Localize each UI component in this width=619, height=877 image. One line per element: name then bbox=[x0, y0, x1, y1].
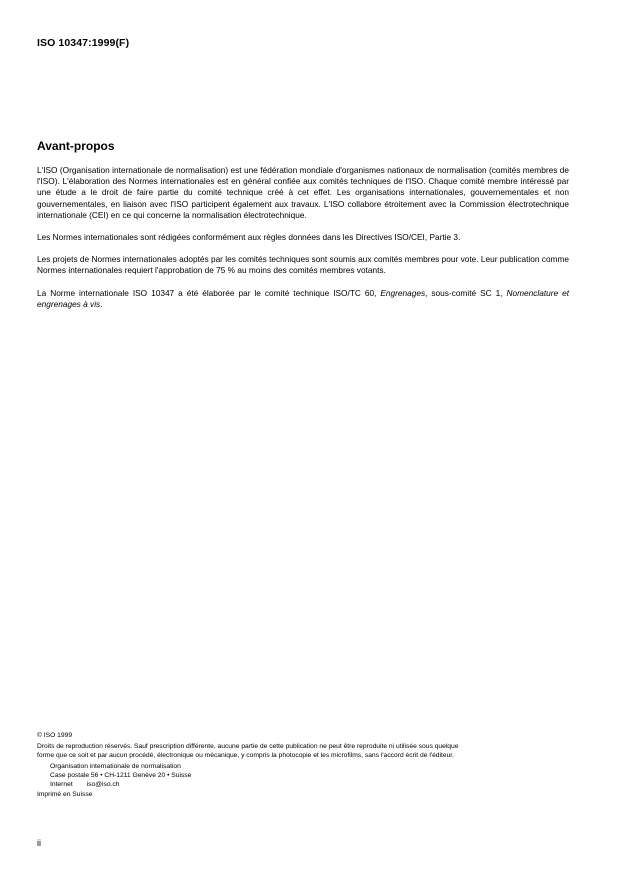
printed-in: Imprimé en Suisse bbox=[37, 791, 93, 799]
section-title: Avant-propos bbox=[37, 139, 115, 153]
paragraph-voting: Les projets de Normes internationales adoptés par les comités techniques sont soumis aux comités membres pour vote. Leur publication comme Normes internationales requiert l'approbation de 75 % au moins des comités membres votants. bbox=[37, 254, 569, 276]
rights-statement-line1: Droits de reproduction réservés. Sauf prescription différente, aucune partie de cette publication ne peut être reproduite ni utilisée sous quelque bbox=[37, 742, 459, 750]
committee-text-part3: . bbox=[100, 298, 103, 309]
internet-label: Internet bbox=[50, 780, 73, 788]
internet-email-link[interactable]: iso@iso.ch bbox=[86, 780, 120, 788]
foreword-body bbox=[37, 165, 569, 321]
paragraph-directives: Les Normes internationales sont rédigées conformément aux règles données dans les Directives ISO/CEI, Partie 3. bbox=[37, 232, 461, 243]
postal-address: Case postale 56 • CH-1211 Genève 20 • Suisse bbox=[50, 771, 192, 779]
committee-text-part2: , sous-comité SC 1, bbox=[425, 287, 507, 298]
paragraph-committee bbox=[37, 288, 569, 310]
document-header-id: ISO 10347:1999(F) bbox=[37, 37, 130, 49]
paragraph-iso-description: L'ISO (Organisation internationale de normalisation) est une fédération mondiale d'organismes nationaux de normalisation (comités membres de l'ISO). L'élaboration des Normes internationales est en général confiée aux comités techniques de l'ISO. Chaque comité membre intéressé par une étude a le droit de faire partie du comité technique créé à cet effet. Les organisations internationales, gouvernementales et non gouvernementales, en liaison avec l'ISO participent également aux travaux. L'ISO collabore étroitement avec la Commission électrotechnique internationale (CEI) en ce qui concerne la normalisation électrotechnique. bbox=[37, 165, 569, 220]
rights-statement-line2: forme que ce soit et par aucun procédé, électronique ou mécanique, y compris la photocopie et les microfilms, sans l'accord écrit de l'éditeur. bbox=[37, 751, 455, 759]
page-number: ii bbox=[37, 838, 41, 848]
copyright-footer bbox=[37, 732, 582, 800]
committee-name-italic: Engrenages bbox=[380, 287, 426, 298]
internet-contact bbox=[37, 781, 582, 790]
organisation-name: Organisation internationale de normalisation bbox=[50, 762, 181, 770]
copyright-notice: © ISO 1999 bbox=[37, 732, 73, 739]
committee-text-part1: La Norme internationale ISO 10347 a été élaborée par le comité technique ISO/TC 60, bbox=[37, 287, 381, 298]
subcommittee-name-italic: Nomenclature et engrenages à vis bbox=[37, 287, 570, 309]
